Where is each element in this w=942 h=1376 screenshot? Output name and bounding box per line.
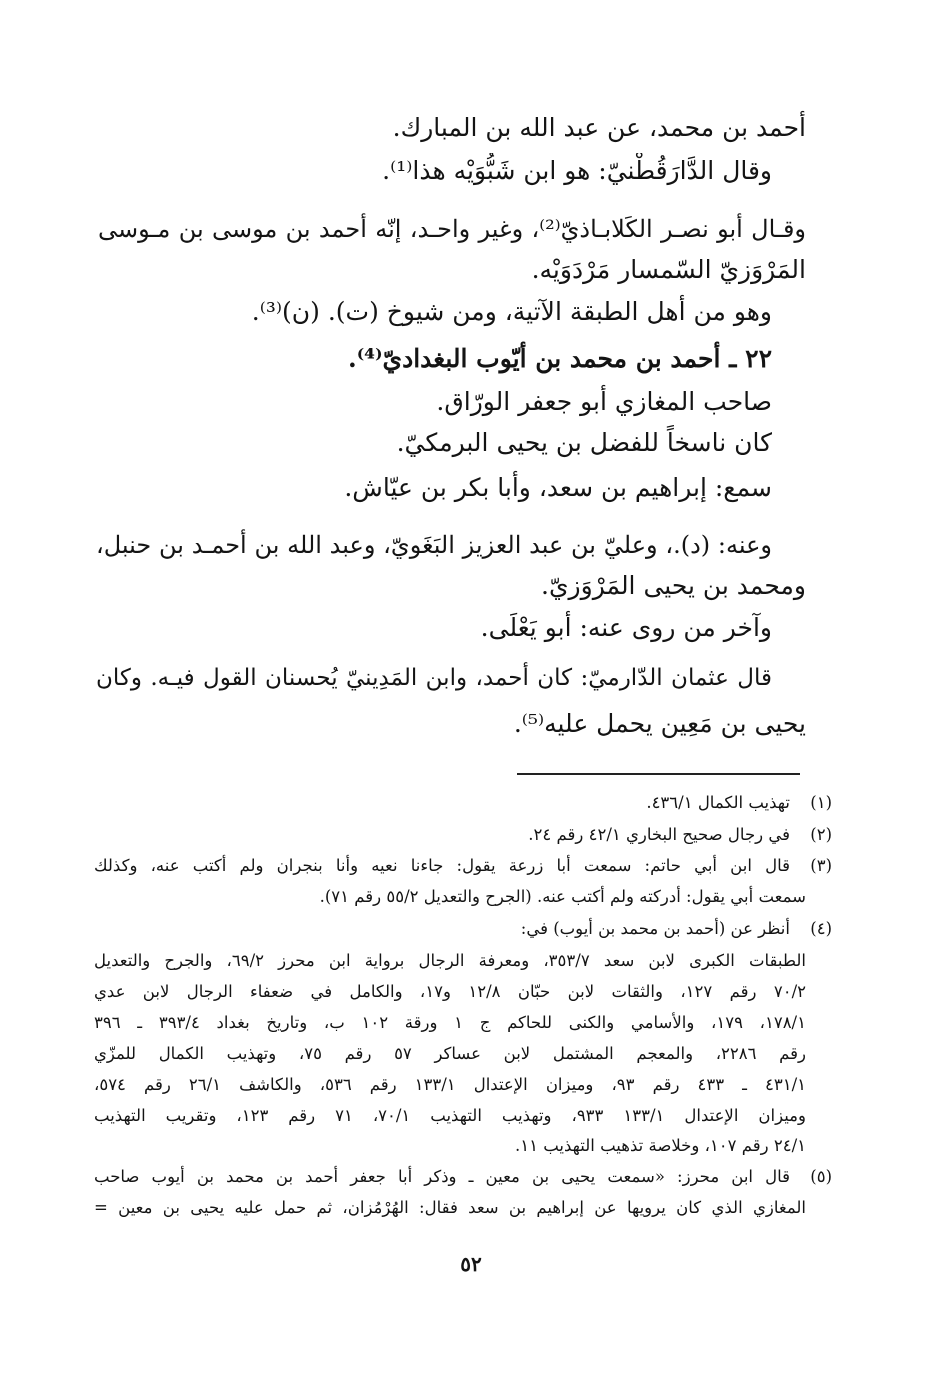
text-line-4: المَرْوَزيّ السّمسار مَرْدَوَيْه.: [531, 255, 806, 284]
text-line-11: ومحمد بن يحيى المَرْوَزيّ.: [541, 571, 806, 600]
text-line-13: قال عثمان الدّارميّ: كان أحمد، وابن المَدِينيّ يُحسنان القول فيـه. وكان: [96, 665, 772, 691]
entry-heading: ٢٢ ـ أحمد بن محمد بن أيّوب البغداديّ⁽⁴⁾.: [347, 344, 772, 373]
text-line-8: كان ناسخاً للفضل بن يحيى البرمكيّ.: [396, 428, 772, 457]
text-line-9: سمع: إبراهيم بن سعد، وأبا بكر بن عيّاش.: [344, 473, 772, 502]
footnote-line-6: الطبقات الكبرى لابن سعد ٣٥٣/٧، ومعرفة الرجال برواية ابن محرز ٦٩/٢، والجرح والتعديل: [94, 951, 806, 970]
footnote-number-5: (٥): [810, 1167, 832, 1186]
text-line-1: أحمد بن محمد، عن عبد الله بن المبارك.: [392, 113, 806, 142]
footnote-line-12: ٢٤/١ رقم ١٠٧، وخلاصة تذهيب التهذيب ١١.: [514, 1136, 806, 1155]
footnote-line-9: رقم ٢٢٨٦، والمعجم المشتمل لابن عساكر ٥٧ رقم ٧٥، وتهذيب الكمال للمزّي: [94, 1044, 806, 1063]
text-line-7: صاحب المغازي أبو جعفر الورّاق.: [436, 387, 772, 416]
footnote-line-5: أنظر عن (أحمد بن محمد بن أيوب) في:: [520, 919, 790, 938]
footnote-line-1: تهذيب الكمال ٤٣٦/١.: [646, 793, 790, 812]
footnote-line-7: ٧٠/٢ رقم ١٢٧، والثقات لابن حبّان ١٢/٨ و١٧، والكامل في ضعفاء الرجال لابن عدي: [94, 982, 806, 1001]
footnote-line-10: ٤٣١/١ ـ ٤٣٣ رقم ٩٣، وميزان الإعتدال ١٣٣/١ رقم ٥٣٦، والكاشف ٢٦/١ رقم ٥٧٤،: [94, 1075, 806, 1094]
footnote-number-3: (٣): [810, 856, 832, 875]
footnote-line-2: في رجال صحيح البخاري ٤٢/١ رقم ٢٤.: [528, 825, 790, 844]
footnote-number-2: (٢): [810, 825, 832, 844]
footnote-line-13: قال ابن محرز: «سمعت يحيى بن معين ـ وذكر أبا جعفر أحمد بن محمد بن أيوب صاحب: [94, 1167, 790, 1186]
footnote-number-4: (٤): [810, 919, 832, 938]
footnote-separator: [517, 773, 800, 775]
footnote-number-1: (١): [810, 793, 832, 812]
text-line-12: وآخر من روى عنه: أبو يَعْلَى.: [480, 613, 772, 642]
footnote-line-14: المغازي الذي كان يرويها عن إبراهيم بن سعد فقال: الهُرْمُزان، ثم حمل عليه يحيى بن معين =: [94, 1198, 806, 1217]
footnote-line-8: ١٧٨/١، ١٧٩، والأسامي والكنى للحاكم ج ١ ورقة ١٠٢ ب، وتاريخ بغداد ٣٩٣/٤ ـ ٣٩٦: [94, 1013, 806, 1032]
text-line-5: وهو من أهل الطبقة الآتية، ومن شيوخ (ت). (ن)⁽³⁾.: [251, 297, 772, 326]
text-line-3: وقـال أبو نصـر الكَلابـاذيّ⁽²⁾، وغير واحـد، إنّه أحمد بن موسى بن مـوسى: [98, 215, 806, 243]
page-number: ٥٢: [460, 1252, 482, 1276]
footnote-line-3: قال ابن أبي حاتم: سمعت أبا زرعة يقول: جاءنا نعيه وأنا بنجران ولم أكتب عنه، وكذلك: [94, 856, 790, 875]
text-line-10: وعنه: (د).، وعليّ بن عبد العزيز البَغَويّ، وعبد الله بن أحمـد بن حنبل،: [96, 531, 772, 559]
text-line-2: وقال الدَّارَقُطْنيّ: هو ابن شَبُّوَيْه هذا⁽¹⁾.: [382, 156, 772, 185]
text-line-14: يحيى بن مَعِين يحمل عليه⁽⁵⁾.: [513, 709, 806, 738]
footnote-line-11: وميزان الإعتدال ١٣٣/١ ٩٣٣، وتهذيب التهذيب ٧٠/١، ٧١ رقم ١٢٣، وتقريب التهذيب: [94, 1106, 806, 1125]
footnote-line-4: سمعت أبي يقول: أدركته ولم أكتب عنه. (الجرح والتعديل ٥٥/٢ رقم ٧١).: [319, 887, 806, 906]
